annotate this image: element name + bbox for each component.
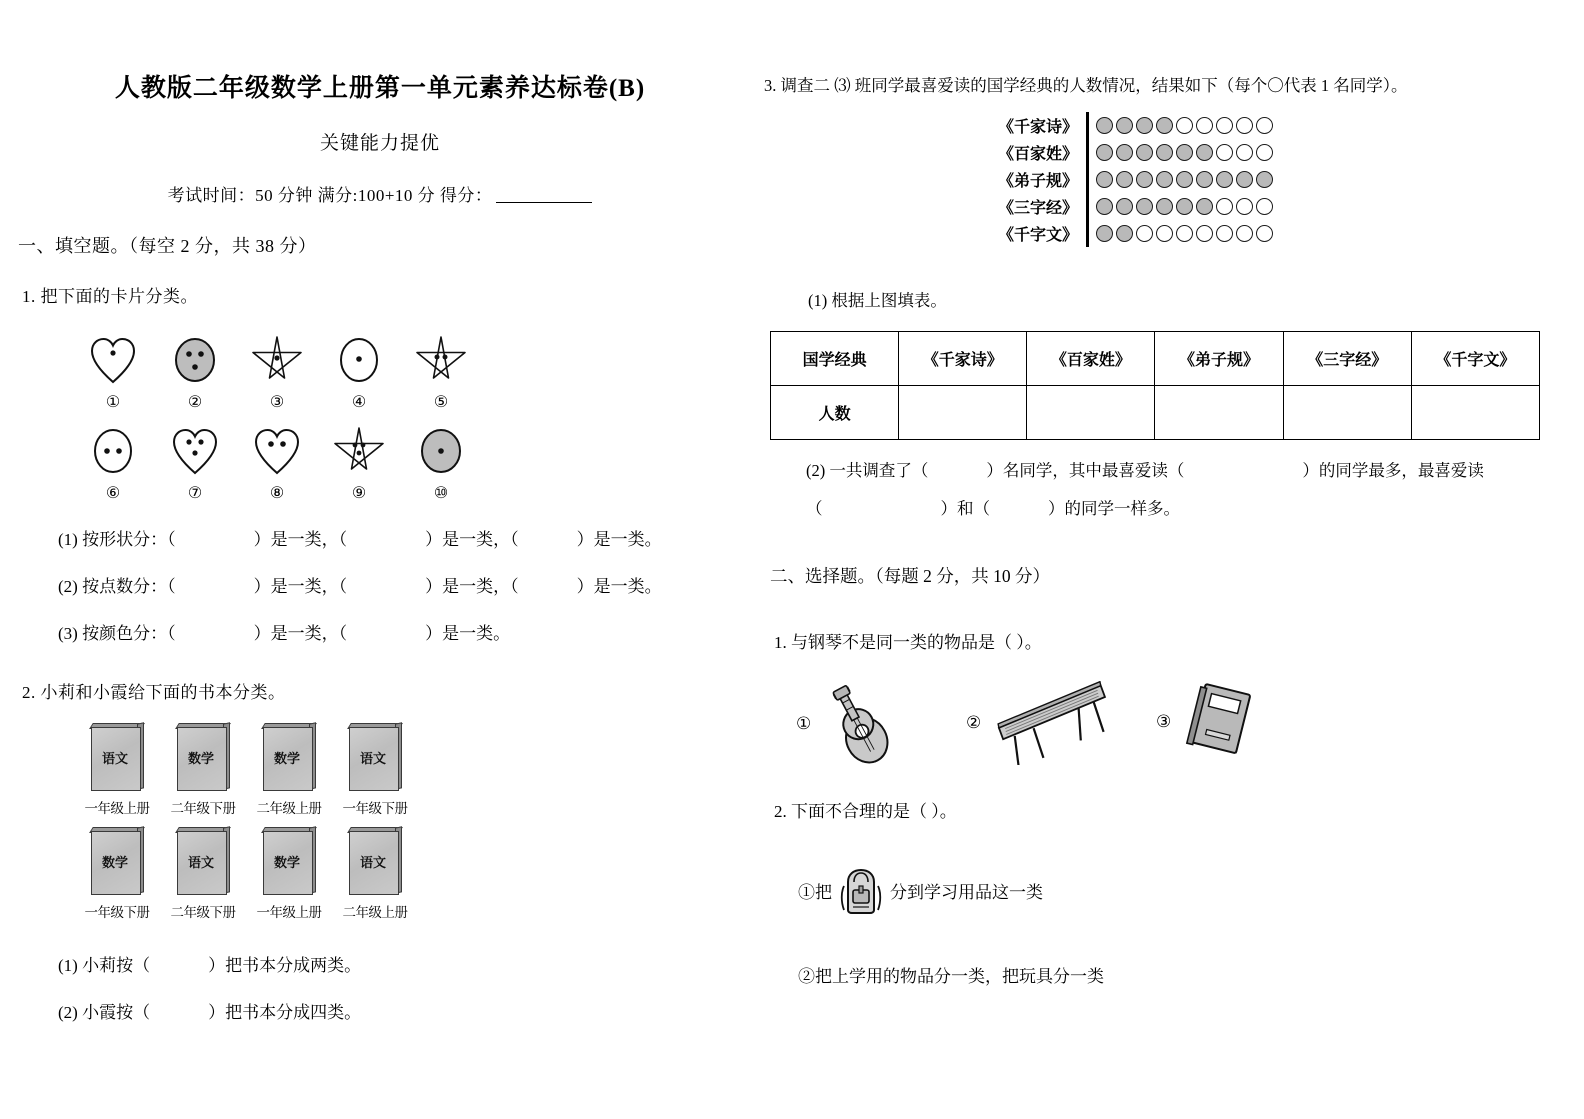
book-caption: 二年级上册 [256, 801, 322, 816]
book-subject: 语文 [359, 750, 386, 766]
circle-symbol [1236, 117, 1253, 134]
books-row-2 [74, 827, 760, 921]
card-4 [318, 329, 400, 412]
circle-symbol [1216, 225, 1233, 242]
circle-symbol [1216, 117, 1233, 134]
card-label: ⑩ [433, 485, 449, 502]
circle-symbol [1096, 117, 1113, 134]
circle-symbol [1136, 144, 1153, 161]
book-caption: 二年级上册 [342, 905, 408, 920]
circle-symbol [1196, 144, 1213, 161]
book-caption: 一年级上册 [84, 801, 150, 816]
q2-sub1-end: ）把书本分成两类。 [208, 956, 362, 975]
card-label: ⑨ [351, 485, 367, 502]
pictograph-dots [1089, 117, 1273, 134]
circle-symbol [1116, 198, 1133, 215]
card-3 [236, 329, 318, 412]
book-7 [246, 827, 332, 921]
circle-symbol [1176, 117, 1193, 134]
circle-symbol [1216, 198, 1233, 215]
circle-icon [400, 420, 482, 482]
exam-meta [0, 181, 760, 206]
option-2[interactable] [966, 681, 1156, 765]
book-icon [347, 827, 403, 897]
q3-sub2-a: （ [806, 498, 823, 518]
circle-symbol [1156, 198, 1173, 215]
section2-q2-option-2[interactable]: ②把上学用的物品分一类，把玩具分一类 [798, 966, 1104, 986]
book-icon [261, 723, 317, 793]
circle-symbol [1256, 117, 1273, 134]
book-subject: 语文 [187, 854, 214, 870]
score-blank-line[interactable] [496, 188, 592, 203]
circle-symbol [1256, 171, 1273, 188]
card-label: ⑦ [187, 485, 203, 502]
q3-sub2-mid2: ）的同学最多，最喜爱读 [1302, 461, 1484, 480]
question-2-sub-2 [58, 998, 760, 1023]
book-icon [89, 723, 145, 793]
circle-symbol [1176, 171, 1193, 188]
sub1-mid2: ）是一类，（ [425, 530, 519, 549]
card-label: ② [187, 394, 203, 411]
pictograph-row [990, 166, 1273, 193]
pictograph-dots [1089, 198, 1273, 215]
star-icon [318, 420, 400, 482]
circle-symbol [1216, 171, 1233, 188]
question-1-sub-2 [58, 572, 760, 597]
book-3 [246, 723, 332, 817]
book-icon [89, 827, 145, 897]
circle-symbol [1096, 225, 1113, 242]
table-row-header [771, 332, 1540, 386]
question-1-sub-1 [58, 525, 760, 550]
cards-row-2 [72, 420, 760, 503]
option-number: ① [796, 713, 812, 733]
pictograph-row [990, 139, 1273, 166]
survey-table [770, 331, 1540, 440]
circle-symbol [1196, 198, 1213, 215]
circle-symbol [1156, 171, 1173, 188]
card-2 [154, 329, 236, 412]
pictograph-row [990, 220, 1273, 247]
book-subject: 数学 [273, 854, 300, 870]
heart-icon [154, 420, 236, 482]
right-column [760, 0, 1584, 1119]
sub2-pre: (2) 按点数分：（ [58, 577, 176, 596]
card-6 [72, 420, 154, 503]
card-label: ⑤ [433, 394, 449, 411]
card-1 [72, 329, 154, 412]
circle-symbol [1236, 144, 1253, 161]
q3-sub2-mid1: ）名同学，其中最喜爱读（ [986, 461, 1185, 480]
book-icon [1179, 681, 1265, 763]
section2-q2-option-1[interactable] [798, 866, 1584, 916]
book-subject: 数学 [187, 750, 214, 766]
circle-symbol [1176, 198, 1193, 215]
book-8 [332, 827, 418, 921]
cards-row-1 [72, 329, 760, 412]
table-header-cell: 《百家姓》 [1027, 332, 1155, 386]
pictograph-row-label: 《千字文》 [997, 227, 1078, 244]
pictograph-row-label: 《弟子规》 [997, 173, 1078, 190]
circle-symbol [1256, 225, 1273, 242]
card-label: ⑥ [105, 485, 121, 502]
circle-symbol [1236, 225, 1253, 242]
pictograph-row-label: 《百家姓》 [997, 146, 1078, 163]
circle-symbol [1176, 225, 1193, 242]
sub1-mid1: ）是一类，（ [253, 530, 348, 549]
book-caption: 二年级下册 [170, 801, 236, 816]
circle-symbol [1136, 117, 1153, 134]
sub3-pre: (3) 按颜色分：（ [58, 624, 176, 643]
question-3-sub-2 [806, 450, 1584, 493]
table-answer-cell[interactable] [1027, 386, 1155, 440]
cards-figure [72, 329, 760, 503]
circle-icon [318, 329, 400, 391]
card-10 [400, 420, 482, 503]
sub2-mid1: ）是一类，（ [253, 577, 348, 596]
sub1-pre: (1) 按形状分：（ [58, 530, 176, 549]
backpack-icon [834, 866, 888, 916]
sub1-end: ）是一类。 [576, 530, 662, 549]
card-5 [400, 329, 482, 412]
circle-symbol [1116, 171, 1133, 188]
book-caption: 二年级下册 [170, 905, 236, 920]
q2-sub1-pre: (1) 小莉按（ [58, 956, 151, 975]
book-6 [160, 827, 246, 921]
section-2-heading: 二、选择题。（每题 2 分，共 10 分） [770, 565, 1050, 586]
table-header-cell: 人数 [771, 386, 899, 440]
circle-symbol [1196, 117, 1213, 134]
circle-symbol [1256, 144, 1273, 161]
pictograph-dots [1089, 144, 1273, 161]
books-figure [74, 723, 760, 921]
book-subject: 语文 [101, 750, 128, 766]
q2-sub2-pre: (2) 小霞按（ [58, 1003, 151, 1022]
circle-icon [72, 420, 154, 482]
section2-question-1-stem: 1. 与钢琴不是同一类的物品是（ ）。 [774, 632, 1042, 652]
option-1-post: 分到学习用品这一类 [890, 883, 1043, 903]
circle-symbol [1116, 117, 1133, 134]
circle-symbol [1116, 225, 1133, 242]
q2-sub2-end: ）把书本分成四类。 [208, 1003, 362, 1022]
card-label: ① [105, 394, 121, 411]
question-2-sub-1 [58, 951, 760, 976]
books-row-1 [74, 723, 760, 817]
circle-symbol [1136, 198, 1153, 215]
circle-symbol [1256, 198, 1273, 215]
option-1[interactable] [796, 681, 966, 767]
book-icon [175, 827, 231, 897]
book-5 [74, 827, 160, 921]
option-number: ③ [1156, 711, 1172, 731]
q3-sub2-c: ）的同学一样多。 [1048, 498, 1180, 518]
pictograph-row-label: 《千家诗》 [997, 119, 1078, 136]
table-header-cell: 《千字文》 [1411, 332, 1539, 386]
circle-symbol [1236, 171, 1253, 188]
table-answer-cell[interactable] [1283, 386, 1411, 440]
instrument-options [796, 681, 1584, 767]
sub2-end: ）是一类。 [576, 577, 662, 596]
question-1-sub-3 [58, 619, 760, 644]
q3-sub2-pre: (2) 一共调查了（ [806, 461, 929, 480]
sub2-mid2: ）是一类，（ [425, 577, 519, 596]
star-icon [400, 329, 482, 391]
question-3-sub-2-line2 [806, 495, 1584, 519]
book-caption: 一年级上册 [256, 905, 322, 920]
circle-symbol [1196, 225, 1213, 242]
pictograph-row [990, 112, 1273, 139]
card-label: ③ [269, 394, 285, 411]
book-icon [261, 827, 317, 897]
circle-symbol [1096, 144, 1113, 161]
card-9 [318, 420, 400, 503]
table-header-cell: 《三字经》 [1283, 332, 1411, 386]
sub3-mid1: ）是一类，（ [253, 624, 348, 643]
star-icon [236, 329, 318, 391]
book-icon [175, 723, 231, 793]
option-number: ② [966, 712, 982, 732]
circle-symbol [1216, 144, 1233, 161]
pictograph-row [990, 193, 1273, 220]
circle-symbol [1136, 225, 1153, 242]
circle-symbol [1096, 198, 1113, 215]
card-7 [154, 420, 236, 503]
guzheng-icon [989, 681, 1121, 765]
book-subject: 数学 [101, 854, 128, 870]
circle-symbol [1236, 198, 1253, 215]
pictograph-dots [1089, 225, 1273, 242]
section2-question-2-stem: 2. 下面不合理的是（ ）。 [774, 801, 957, 821]
book-1 [74, 723, 160, 817]
section-1-heading: 一、填空题。（每空 2 分，共 38 分） [18, 236, 317, 256]
circle-icon [154, 329, 236, 391]
circle-symbol [1156, 144, 1173, 161]
book-subject: 语文 [359, 854, 386, 870]
heart-icon [236, 420, 318, 482]
pictograph-chart [990, 112, 1273, 247]
card-label: ④ [351, 394, 367, 411]
book-caption: 一年级下册 [342, 801, 408, 816]
circle-symbol [1176, 144, 1193, 161]
card-8 [236, 420, 318, 503]
book-caption: 一年级下册 [84, 905, 150, 920]
circle-symbol [1196, 171, 1213, 188]
option-1-pre: ①把 [798, 883, 832, 903]
table-answer-cell[interactable] [899, 386, 1027, 440]
circle-symbol [1116, 144, 1133, 161]
heart-icon [72, 329, 154, 391]
guitar-icon [819, 681, 911, 767]
pictograph-row-label: 《三字经》 [997, 200, 1078, 217]
table-header-cell: 《弟子规》 [1155, 332, 1283, 386]
question-3-stem: 3. 调查二 ⑶ 班同学最喜爱读的国学经典的人数情况，结果如下（每个〇代表 1 名同学）。 [764, 76, 1408, 95]
left-column [0, 0, 760, 1119]
table-answer-cell[interactable] [1155, 386, 1283, 440]
table-answer-cell[interactable] [1411, 386, 1539, 440]
question-2-stem: 2. 小莉和小霞给下面的书本分类。 [22, 683, 286, 702]
circle-symbol [1156, 117, 1173, 134]
card-label: ⑧ [269, 485, 285, 502]
table-header-cell: 《千家诗》 [899, 332, 1027, 386]
pictograph-dots [1089, 171, 1273, 188]
book-icon [347, 723, 403, 793]
q3-sub2-b: ）和（ [940, 498, 990, 518]
question-1-stem: 1. 把下面的卡片分类。 [22, 287, 198, 306]
page-subtitle: 关键能力提优 [319, 133, 440, 154]
page-title: 人教版二年级数学上册第一单元素养达标卷(B) [114, 75, 646, 102]
book-2 [160, 723, 246, 817]
table-row [771, 386, 1540, 440]
circle-symbol [1136, 171, 1153, 188]
circle-symbol [1096, 171, 1113, 188]
question-3-sub-1: (1) 根据上图填表。 [808, 291, 947, 310]
book-subject: 数学 [273, 750, 300, 766]
option-3[interactable] [1156, 681, 1316, 763]
table-header-cell: 国学经典 [771, 332, 899, 386]
sub3-end: ）是一类。 [425, 624, 511, 643]
exam-meta-text: 考试时间：50 分钟 满分:100+10 分 得分： [167, 186, 493, 205]
circle-symbol [1156, 225, 1173, 242]
book-4 [332, 723, 418, 817]
